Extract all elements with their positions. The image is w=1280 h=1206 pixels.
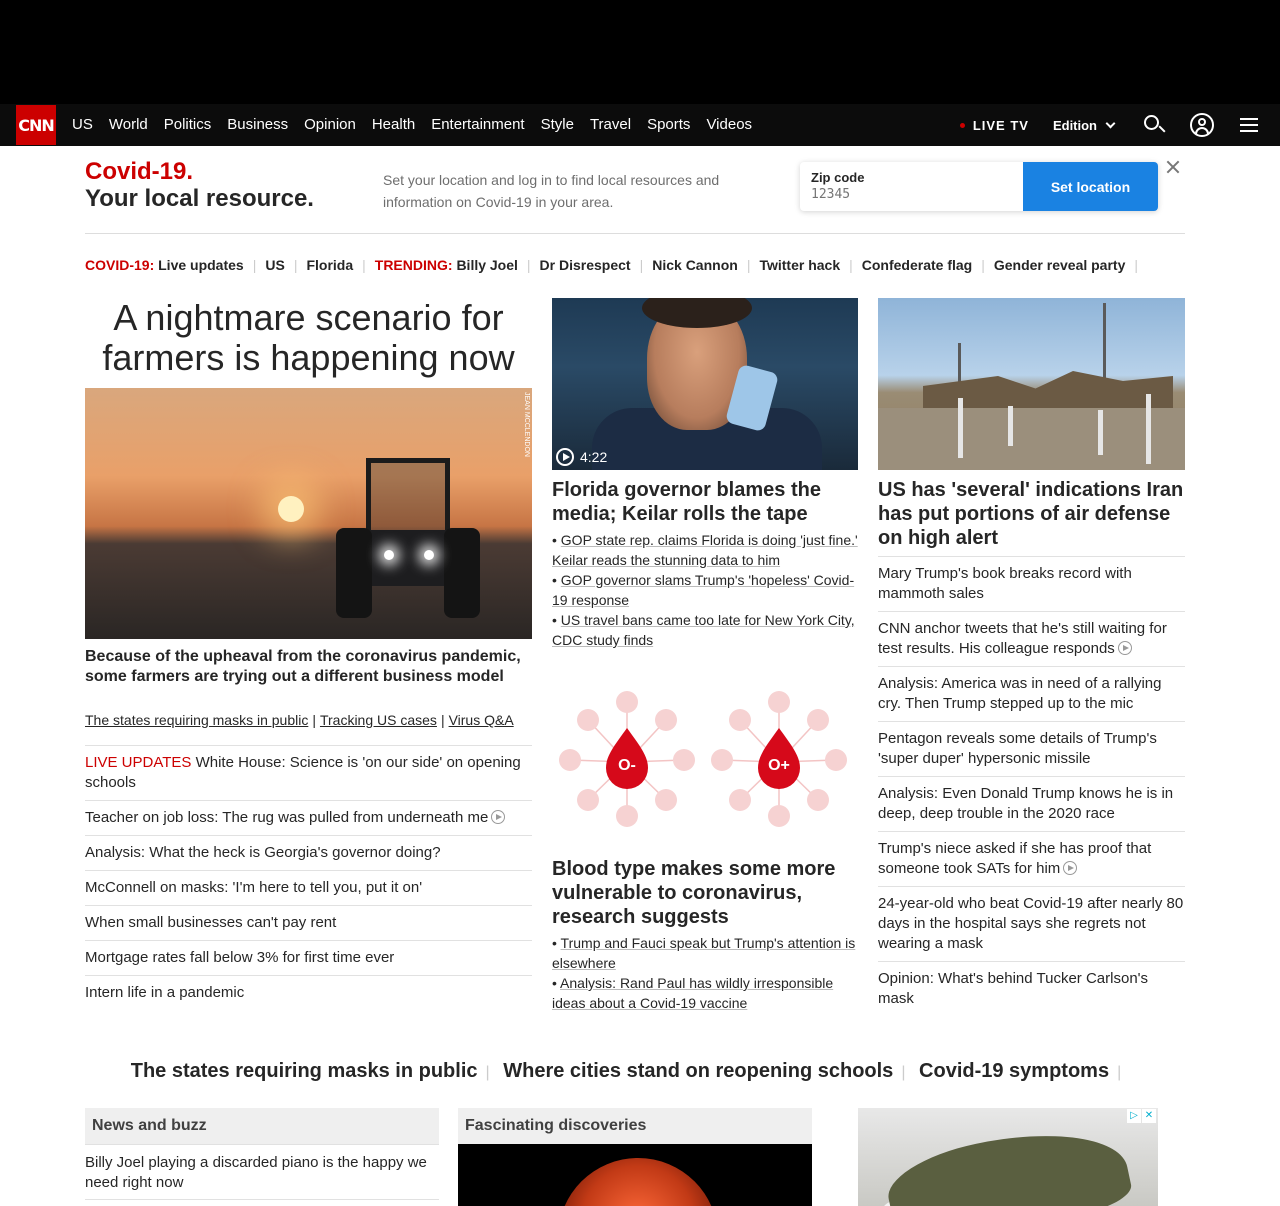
governor-video-thumbnail[interactable]	[552, 298, 858, 470]
covid-banner-title	[85, 158, 314, 212]
news-buzz-header: News and buzz	[85, 1108, 439, 1144]
top-ad-banner	[0, 0, 1280, 104]
edition-dropdown[interactable]	[1053, 118, 1114, 133]
iran-headline[interactable]: US has 'several' indications Iran has put portions of air defense on high alert	[878, 479, 1184, 549]
discoveries-header: Fascinating discoveries	[458, 1108, 812, 1144]
set-location-button[interactable]: Set location	[1023, 162, 1158, 211]
blood-group-right	[711, 691, 847, 827]
governor-headline[interactable]: Florida governor blames the media; Keilar rolls the tape	[552, 479, 821, 525]
bullet-link[interactable]: • US travel bans came too late for New York City, CDC study finds	[552, 612, 855, 648]
hero-tractor-image[interactable]	[85, 388, 532, 639]
zip-label: Zip code	[811, 170, 865, 185]
nav-opinion[interactable]: Opinion	[304, 116, 356, 133]
bullet-link[interactable]: • GOP governor slams Trump's 'hopeless' Covid-19 response	[552, 572, 855, 608]
trending-link[interactable]: Billy Joel	[456, 257, 518, 273]
list-item[interactable]: Analysis: What the heck is Georgia's governor doing?	[85, 835, 532, 870]
nav-politics[interactable]: Politics	[163, 116, 212, 133]
blood-type-graphic[interactable]	[552, 680, 858, 840]
play-icon	[1118, 641, 1132, 655]
close-icon[interactable]	[1164, 158, 1182, 176]
play-icon	[491, 810, 505, 824]
list-item[interactable]: Teacher on job loss: The rug was pulled from underneath me	[85, 800, 532, 835]
trending-label: TRENDING:	[374, 257, 453, 273]
hero-subheadline[interactable]: Because of the upheaval from the coronavirus pandemic, some farmers are trying out a different business model	[85, 648, 521, 685]
bullet-link[interactable]: • GOP state rep. claims Florida is doing 'just fine.' Keilar reads the stunning data to him	[552, 532, 858, 568]
adchoices-icon[interactable]: ▷ ✕	[1126, 1109, 1156, 1123]
trending-link[interactable]: Confederate flag	[861, 257, 973, 273]
bullet-link[interactable]: • Trump and Fauci speak but Trump's attention is elsewhere	[552, 935, 856, 971]
list-item[interactable]: When small businesses can't pay rent	[85, 905, 532, 940]
list-item[interactable]: Intern life in a pandemic	[85, 975, 532, 1010]
nav-business[interactable]: Business	[227, 116, 289, 133]
covid-label: COVID-19:	[85, 257, 155, 273]
featured-link[interactable]: The states requiring masks in public	[130, 1060, 478, 1082]
play-icon	[556, 448, 574, 466]
nav-sports[interactable]: Sports	[647, 116, 691, 133]
cnn-logo[interactable]: CNN	[16, 105, 56, 145]
live-tv-label: LIVE TV	[972, 117, 1029, 133]
blood-bullets	[552, 933, 858, 1013]
nav-travel[interactable]: Travel	[589, 116, 632, 133]
nav-videos[interactable]: Videos	[706, 116, 753, 133]
list-item[interactable]: Mary Trump's book breaks record with mammoth sales	[878, 556, 1185, 611]
nav-world[interactable]: World	[108, 116, 148, 133]
blood-type-headline[interactable]: Blood type makes some more vulnerable to coronavirus, research suggests	[552, 858, 836, 928]
user-account-icon[interactable]	[1190, 113, 1214, 137]
col1-headline-list	[85, 745, 532, 1010]
zip-form	[800, 162, 1158, 211]
governor-bullets	[552, 530, 858, 650]
nav-health[interactable]: Health	[371, 116, 416, 133]
zip-code-input[interactable]	[811, 187, 1011, 202]
discoveries-image[interactable]	[458, 1144, 812, 1206]
hero-related-links: The states requiring masks in public | Tracking US cases | Virus Q&A	[85, 712, 514, 728]
related-link[interactable]: Virus Q&A	[448, 712, 514, 728]
list-item[interactable]: Trump's niece asked if she has proof that someone took SATs for him	[878, 831, 1185, 886]
divider	[85, 233, 1185, 234]
trending-link[interactable]: Florida	[306, 257, 354, 273]
edition-label: Edition	[1052, 117, 1097, 133]
featured-link[interactable]: Covid-19 symptoms	[919, 1060, 1110, 1082]
divider	[85, 1199, 439, 1200]
trending-link[interactable]: Live updates	[158, 257, 244, 273]
nav-links	[64, 104, 760, 146]
list-item[interactable]: Analysis: America was in need of a rallying cry. Then Trump stepped up to the mic	[878, 666, 1185, 721]
nav-entertainment[interactable]: Entertainment	[431, 116, 525, 133]
blood-label-left: O-	[618, 757, 636, 774]
list-item[interactable]: Mortgage rates fall below 3% for first time ever	[85, 940, 532, 975]
nav-us[interactable]: US	[72, 116, 93, 133]
live-dot-icon	[960, 123, 965, 128]
list-item[interactable]: McConnell on masks: 'I'm here to tell you, put it on'	[85, 870, 532, 905]
covid-description: Set your location and log in to find local resources and information on Covid-19 in your area.	[383, 172, 720, 210]
live-tv-button[interactable]	[960, 118, 1029, 133]
featured-links-bar: The states requiring masks in public | Where cities stand on reopening schools | Covid-19 symptoms |	[130, 1060, 1122, 1082]
col3-headline-list	[878, 556, 1185, 1016]
bullet-link[interactable]: • Analysis: Rand Paul has wildly irresponsible ideas about a Covid-19 vaccine	[552, 975, 834, 1011]
list-item[interactable]: Billy Joel playing a discarded piano is the happy we need right now	[85, 1144, 439, 1193]
trending-link[interactable]: Dr Disrespect	[539, 257, 631, 273]
trending-link[interactable]: Twitter hack	[759, 257, 841, 273]
list-item[interactable]: Pentagon reveals some details of Trump's 'super duper' hypersonic missile	[878, 721, 1185, 776]
related-link[interactable]: The states requiring masks in public	[85, 712, 309, 728]
featured-link[interactable]: Where cities stand on reopening schools	[503, 1060, 894, 1082]
trending-link[interactable]: Gender reveal party	[993, 257, 1126, 273]
iran-story-image[interactable]	[878, 298, 1185, 470]
blood-label-right: O+	[768, 757, 790, 774]
list-item[interactable]: Analysis: Even Donald Trump knows he is in deep, deep trouble in the 2020 race	[878, 776, 1185, 831]
image-credit: JEAN MCCLENDON	[523, 392, 530, 457]
sneaker-ad[interactable]	[858, 1108, 1158, 1206]
zip-field-wrap	[800, 162, 1023, 211]
nav-style[interactable]: Style	[540, 116, 574, 133]
trending-bar: COVID-19: Live updates | US | Florida | TRENDING: Billy Joel | Dr Disrespect | Nick Cannon | Twitter hack | Confederate flag | Gender reveal party |	[85, 257, 1139, 273]
play-icon	[1063, 861, 1077, 875]
related-link[interactable]: Tracking US cases	[319, 712, 437, 728]
hamburger-menu-icon[interactable]	[1238, 113, 1262, 137]
search-icon[interactable]	[1142, 113, 1166, 137]
blood-group-left	[559, 691, 695, 827]
nav-right	[960, 104, 1280, 146]
covid-title-black: Your local resource.	[85, 185, 314, 212]
live-updates-label: LIVE UPDATES	[85, 754, 192, 771]
main-nav	[0, 104, 1280, 146]
chevron-down-icon	[1106, 118, 1116, 128]
trending-link[interactable]: Nick Cannon	[652, 257, 738, 273]
hero-headline[interactable]: A nightmare scenario for farmers is happening now	[102, 297, 515, 378]
list-item[interactable]: Opinion: What's behind Tucker Carlson's mask	[878, 961, 1185, 1016]
covid-title-red: Covid-19.	[85, 158, 194, 185]
list-item[interactable]: 24-year-old who beat Covid-19 after nearly 80 days in the hospital says she regrets not wearing a mask	[878, 886, 1185, 961]
video-duration: 4:22	[556, 448, 607, 466]
trending-link[interactable]: US	[265, 257, 285, 273]
list-item[interactable]: CNN anchor tweets that he's still waiting for test results. His colleague responds	[878, 611, 1185, 666]
list-item[interactable]: LIVE UPDATES White House: Science is 'on our side' on opening schools	[85, 745, 532, 800]
